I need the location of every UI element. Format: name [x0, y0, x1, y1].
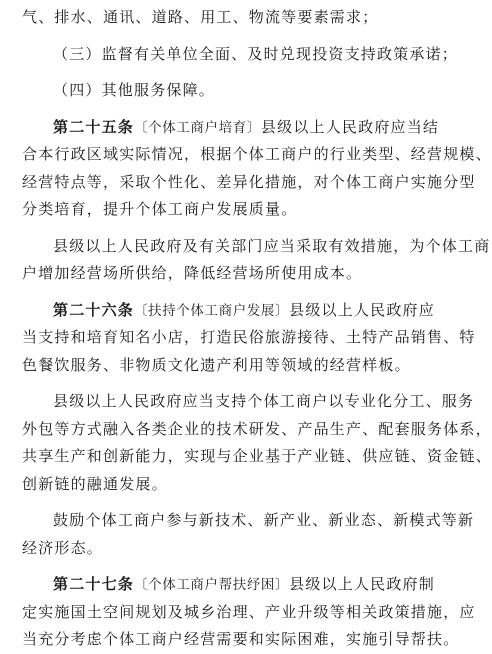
- paragraph-gap: [22, 562, 404, 571]
- article-subtitle: 〔个体工商户培育〕: [134, 119, 261, 136]
- article-first-line: [22, 297, 435, 325]
- article-heading: 第二十五条: [53, 117, 135, 136]
- paragraph-gap: [22, 224, 404, 233]
- paragraph-line: 经济形态。: [22, 538, 104, 557]
- paragraph-gap: [22, 32, 404, 41]
- paragraph: [22, 507, 475, 562]
- article-25: [22, 114, 492, 224]
- paragraph-gap: [22, 288, 404, 297]
- paragraph-line: 共享生产和创新能力，实现与企业基于产业链、供应链、资金链、: [22, 447, 492, 465]
- paragraph-line: 县级以上人民政府应当结: [260, 117, 440, 136]
- paragraph-line: 当充分考虑个体工商户经营需要和实际困难，实施引导帮扶。: [22, 630, 460, 648]
- article-heading: 第二十六条: [53, 300, 135, 319]
- article-subtitle: 〔个体工商户帮扶纾困〕: [134, 577, 290, 593]
- paragraph-line: 县级以上人民政府制: [289, 575, 435, 593]
- paragraph-line: 气、排水、通讯、道路、用工、物流等要素需求；: [22, 8, 379, 26]
- article-heading: 第二十七条: [53, 575, 135, 593]
- paragraph: [22, 388, 492, 498]
- paragraph-line: 定实施国土空间规划及城乡治理、产业升级等相关政策措施，应: [22, 602, 476, 621]
- article-first-line: [22, 571, 435, 599]
- article-subtitle: 〔扶持个体工商户发展〕: [134, 302, 290, 319]
- paragraph-line: （四）其他服务保障。: [53, 81, 216, 99]
- paragraph-line: 户增加经营场所供给，降低经营场所使用成本。: [22, 264, 363, 282]
- paragraph-line: 经营特点等，采取个性化、差异化措施，对个体工商户实施分型: [22, 172, 476, 191]
- paragraph-line: 外包等方式融入各类企业的技术研发、产品生产、配套服务体系，: [22, 419, 492, 438]
- paragraph: [22, 4, 404, 32]
- paragraph-line: 当支持和培育知名小店，打造民俗旅游接待、土特产品销售、特: [22, 328, 476, 346]
- paragraph-gap: [22, 68, 404, 77]
- paragraph-gap: [22, 379, 404, 388]
- article-27: [22, 571, 476, 654]
- paragraph-line: 县级以上人民政府应当支持个体工商户以专业化分工、服务: [53, 392, 475, 410]
- article-first-line: [22, 114, 440, 142]
- paragraph-gap: [22, 498, 404, 507]
- paragraph-line: 县级以上人民政府及有关部门应当采取有效措施，为个体工商: [53, 236, 491, 255]
- paragraph: [22, 233, 491, 288]
- paragraph-line: 色餐饮服务、非物质文化遗产利用等领域的经营样板。: [22, 355, 411, 374]
- paragraph-line: 合本行政区域实际情况，根据个体工商户的行业类型、经营规模、: [22, 145, 492, 163]
- paragraph-line: 分类培育，提升个体工商户发展质量。: [22, 200, 298, 218]
- paragraph-line: 创新链的融通发展。: [22, 474, 168, 493]
- paragraph-line: 鼓励个体工商户参与新技术、新产业、新业态、新模式等新: [53, 511, 475, 529]
- article-26: [22, 297, 476, 380]
- paragraph-line: 县级以上人民政府应: [289, 300, 435, 319]
- paragraph: [22, 77, 404, 105]
- paragraph-gap: [22, 105, 404, 114]
- paragraph-line: （三）监督有关单位全面、及时兑现投资支持政策承诺；: [53, 44, 459, 63]
- paragraph: [22, 41, 459, 69]
